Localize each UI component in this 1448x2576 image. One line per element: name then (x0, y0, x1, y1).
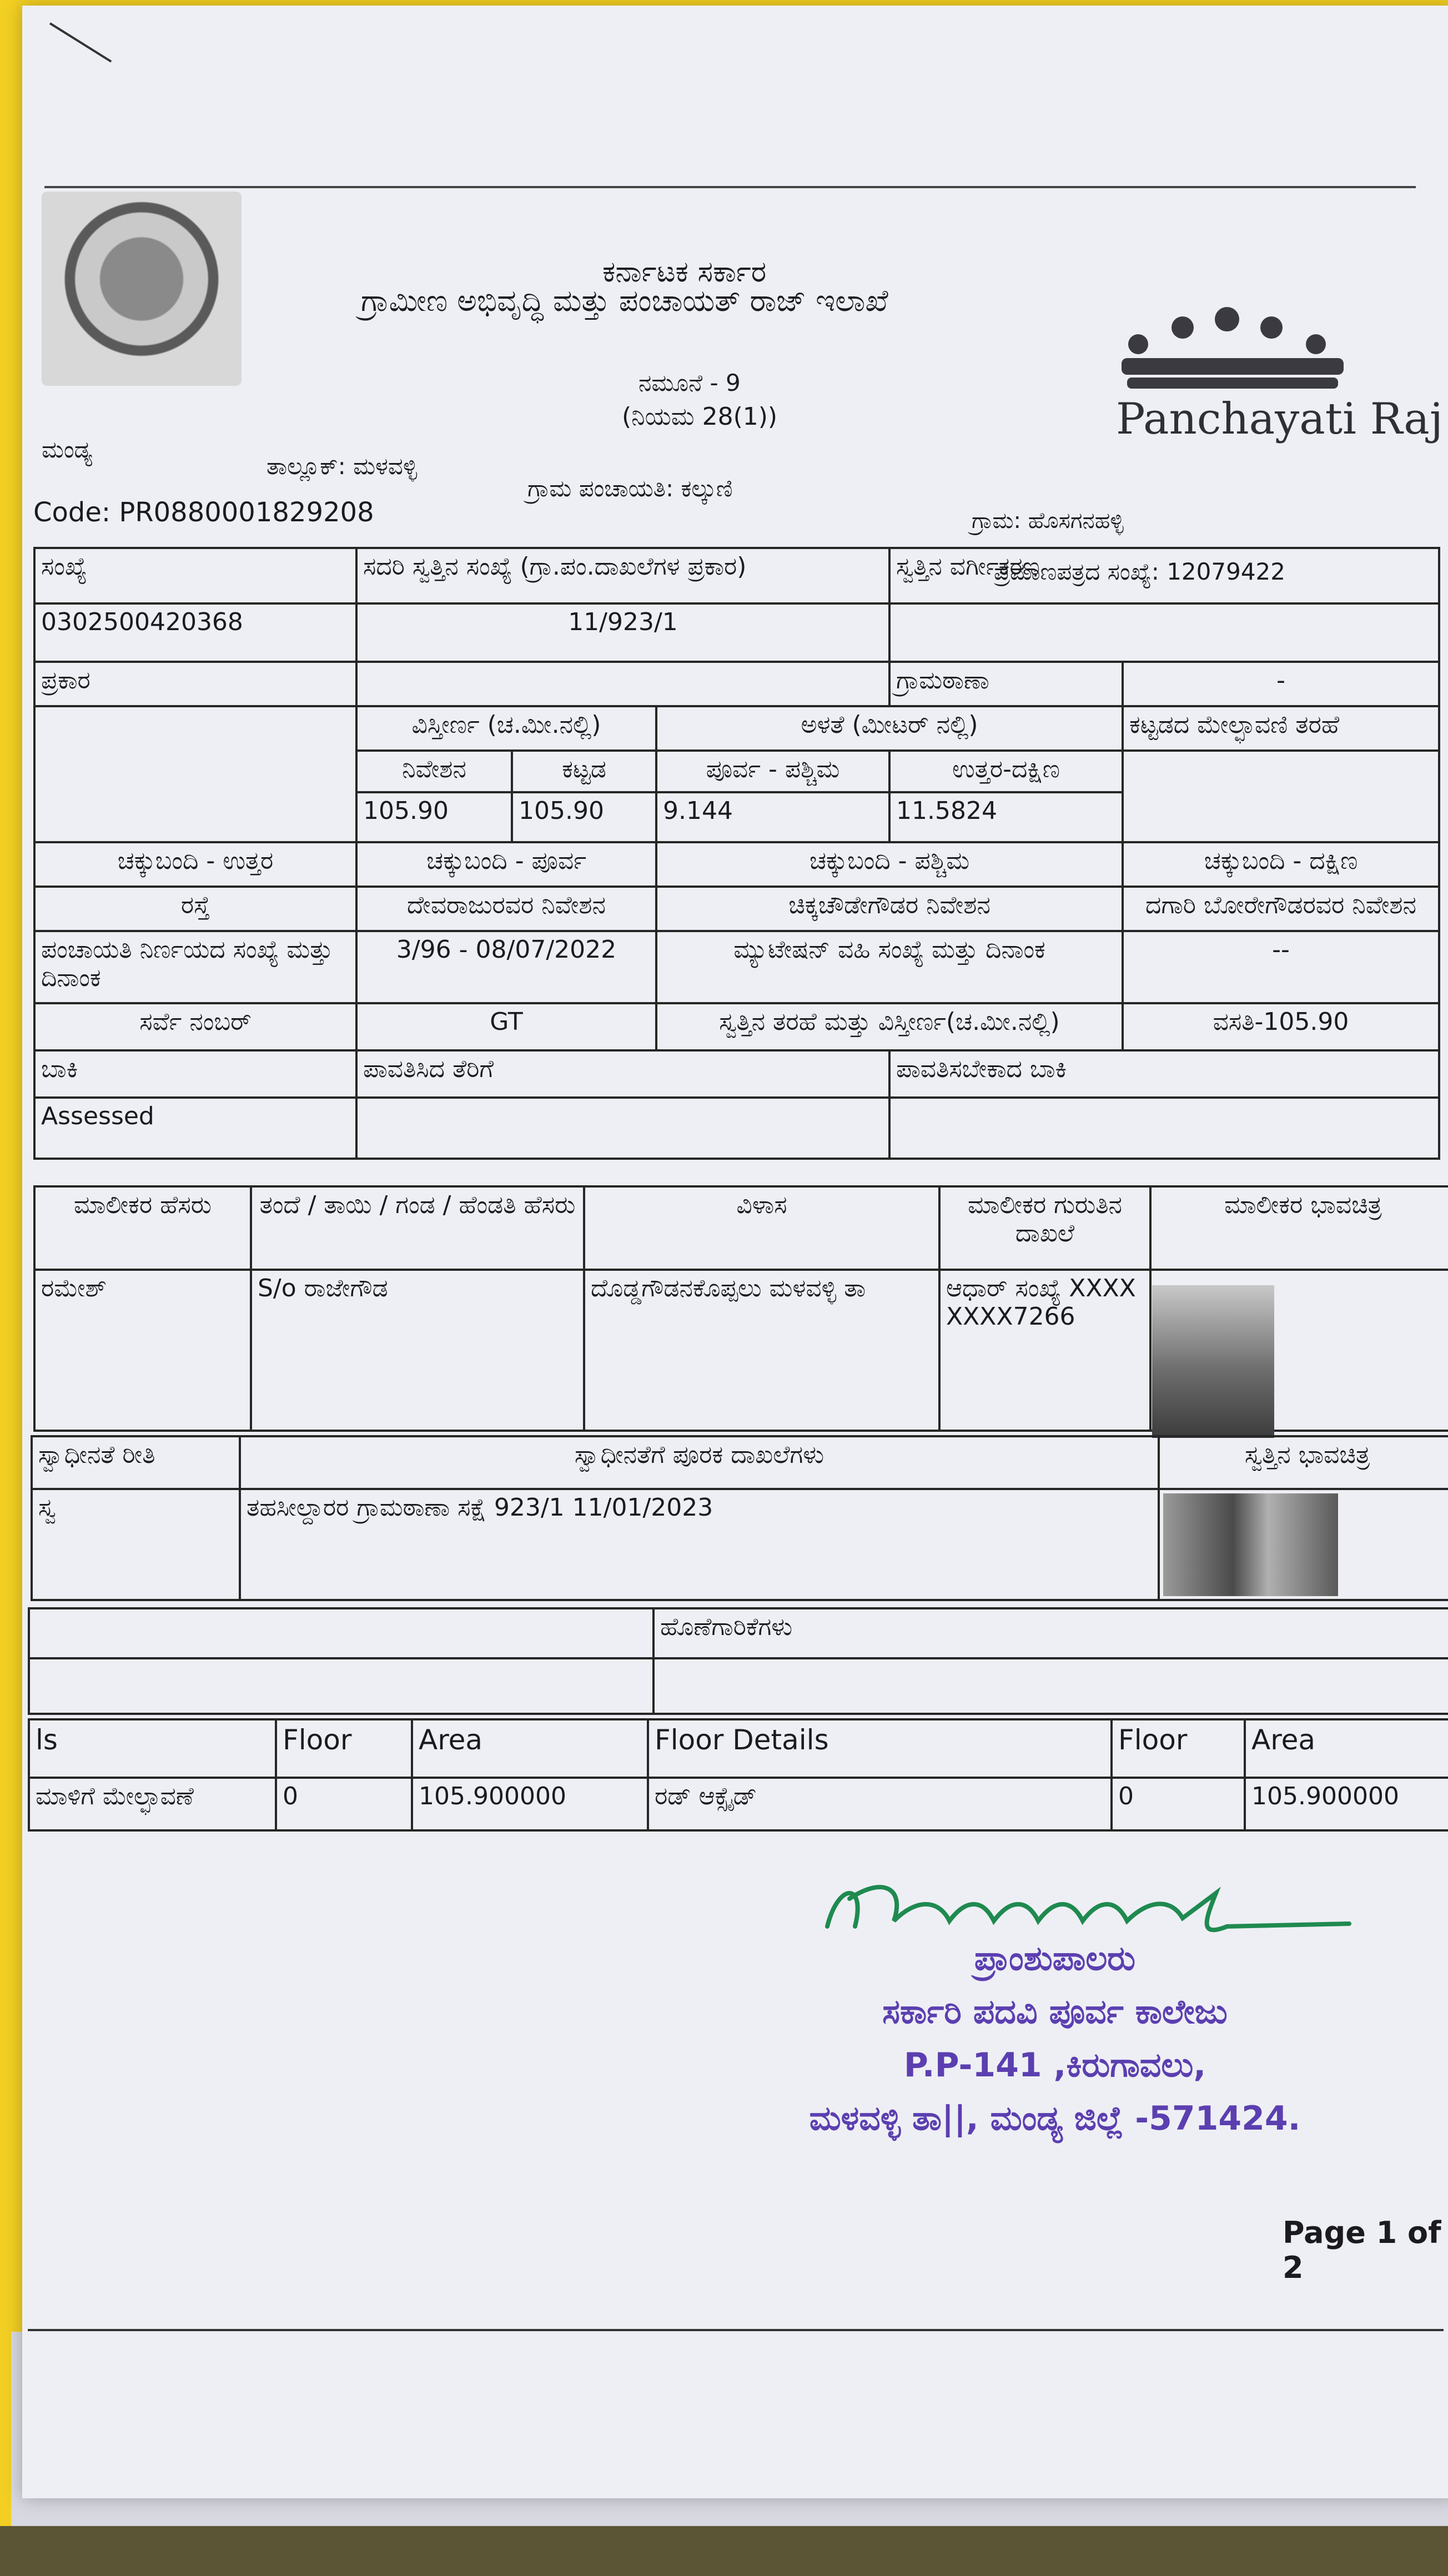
property-photo-header: ಸ್ವತ್ತಿನ ಭಾವಚಿತ್ರ (1159, 1436, 1448, 1489)
cell: Floor Details (648, 1719, 1112, 1778)
cell: 105.900000 (412, 1778, 648, 1830)
relation-header: ತಂದೆ / ತಾಯಿ / ಗಂಡ / ಹೆಂಡತಿ ಹೆಸರು (251, 1186, 584, 1270)
possession-type-header: ಸ್ವಾಧೀನತೆ ರೀತಿ (32, 1436, 240, 1489)
cell: ಸದರಿ ಸ್ವತ್ತಿನ ಸಂಖ್ಯೆ (ಗ್ರಾ.ಪಂ.ದಾಖಲೆಗಳ ಪ್ರಕಾರ) (356, 548, 889, 603)
cell (1123, 751, 1439, 842)
table-row (34, 603, 1439, 662)
cell: ಚಕ್ಕುಬಂದಿ - ಪಶ್ಚಿಮ (656, 842, 1123, 887)
cell (29, 1658, 653, 1714)
cell: ಸ್ವತ್ತಿನ ವರ್ಗೀಕರಣ (889, 548, 1439, 603)
table-surface (0, 2526, 1448, 2576)
gram-panchayat: ಗ್ರಾಮ ಪಂಚಾಯತಿ: ಕಲ್ಕುಣಿ (527, 475, 733, 502)
top-rule (44, 186, 1416, 188)
cell: ಚಕ್ಕುಬಂದಿ - ದಕ್ಷಿಣ (1123, 842, 1439, 887)
owner-relation: S/o ರಾಜೇಗೌಡ (251, 1270, 584, 1431)
table-row (34, 1186, 1448, 1270)
cell: ರಸ್ತೆ (34, 887, 356, 931)
taluk: ತಾಲ್ಲೂಕ್: ಮಳವಳ್ಳಿ (267, 452, 418, 480)
property-details-table (33, 547, 1440, 1160)
table-row (29, 1778, 1448, 1830)
owner-id-doc: ಆಧಾರ್ ಸಂಖ್ಯೆ XXXXXXXX7266 (939, 1270, 1150, 1431)
table-row (34, 931, 1439, 1003)
table-row (29, 1658, 1448, 1714)
village: ಗ್ರಾಮ: ಹೊಸಗನಹಳ್ಳಿ (972, 508, 1124, 534)
panchayati-raj-label: Panchayati Raj (1116, 394, 1443, 444)
cell (29, 1608, 653, 1658)
cell: ಚಿಕ್ಕಚೌಡೇಗೌಡರ ನಿವೇಶನ (656, 887, 1123, 931)
possession-docs-header: ಸ್ವಾಧೀನತೆಗೆ ಪೂರಕ ದಾಖಲೆಗಳು (240, 1436, 1159, 1489)
cell: 105.90 (512, 792, 656, 842)
certificate-number: ಪ್ರಮಾಣಪತ್ರದ ಸಂಖ್ಯೆ: 12079422 (994, 558, 1285, 585)
possession-type: ಸ್ವ (32, 1489, 240, 1600)
form-number: ನಮೂನೆ - 9 (638, 369, 741, 396)
owner-address: ದೊಡ್ಡಗೌಡನಕೊಪ್ಪಲು ಮಳವಳ್ಳಿ ತಾ (584, 1270, 939, 1431)
cell: ಉತ್ತರ-ದಕ್ಷಿಣ (889, 751, 1123, 792)
cell: Floor (276, 1719, 412, 1778)
cell: Assessed (34, 1098, 356, 1159)
cell: ನಿವೇಶನ (356, 751, 512, 792)
possession-docs: ತಹಸೀಲ್ದಾರರ ಗ್ರಾಮಠಾಣಾ ಸಕ್ಷೆ 923/1 11/01/2023 (240, 1489, 1159, 1600)
cell: ವಿಸ್ತೀರ್ಣ (ಚ.ಮೀ.ನಲ್ಲಿ) (356, 706, 656, 751)
district: ಮಂಡ್ಯ (42, 436, 93, 463)
karnataka-emblem-icon (42, 192, 242, 386)
table-row (34, 548, 1439, 603)
cell: ರಡ್ ಆಕ್ಸೈಡ್ (648, 1778, 1112, 1830)
cell: ಸಂಖ್ಯೆ (34, 548, 356, 603)
property-code: Code: PR0880001829208 (33, 497, 374, 528)
table-row (34, 1003, 1439, 1050)
address-header: ವಿಳಾಸ (584, 1186, 939, 1270)
principal-stamp (777, 1932, 1333, 2145)
owner-photo (1152, 1285, 1274, 1438)
cell: 0 (276, 1778, 412, 1830)
cell: 11/923/1 (356, 603, 889, 662)
table-row (34, 1098, 1439, 1159)
cell: ಪ್ರಕಾರ (34, 662, 356, 706)
table-row (34, 842, 1439, 887)
cell: ಸರ್ವೆ ನಂಬರ್ (34, 1003, 356, 1050)
liabilities-label: ಹೊಣೆಗಾರಿಕೆಗಳು (653, 1608, 1448, 1658)
cell: Floor (1112, 1719, 1245, 1778)
rule-number: (ನಿಯಮ 28(1)) (622, 402, 778, 431)
page-number: Page 1 of 2 (1283, 2215, 1441, 2285)
cell (889, 603, 1439, 662)
table-row (34, 887, 1439, 931)
govt-title: ಕರ್ನಾಟಕ ಸರ್ಕಾರ (602, 255, 767, 289)
owner-name: ರಮೇಶ್ (34, 1270, 251, 1431)
cell: ಅಳತೆ (ಮೀಟರ್ ನಲ್ಲಿ) (656, 706, 1123, 751)
cell: ಪಂಚಾಯತಿ ನಿರ್ಣಯದ ಸಂಖ್ಯೆ ಮತ್ತು ದಿನಾಂಕ (34, 931, 356, 1003)
cell: 0 (1112, 1778, 1245, 1830)
stamp-line: ಪ್ರಾಂಶುಪಾಲರು (974, 1939, 1136, 1978)
cell (356, 662, 889, 706)
stamp-line: ಮಳವಳ್ಳಿ ತಾ||, ಮಂಡ್ಯ ಜಿಲ್ಲೆ -571424. (809, 2099, 1301, 2138)
property-photo (1163, 1493, 1338, 1596)
cell: ಬಾಕಿ (34, 1050, 356, 1098)
cell: 11.5824 (889, 792, 1123, 842)
cell: 9.144 (656, 792, 889, 842)
liabilities-table (28, 1607, 1448, 1715)
cell: Area (1245, 1719, 1448, 1778)
cell: 3/96 - 08/07/2022 (356, 931, 656, 1003)
cell: ಪಾವತಿಸಿದ ತೆರಿಗೆ (356, 1050, 889, 1098)
dept-title: ಗ್ರಾಮೀಣ ಅಭಿವೃದ್ಧಿ ಮತ್ತು ಪಂಚಾಯತ್ ರಾಜ್ ಇಲಾಖೆ (361, 283, 888, 318)
cell: ಚಕ್ಕುಬಂದಿ - ಉತ್ತರ (34, 842, 356, 887)
table-row (29, 1719, 1448, 1778)
stamp-line: ಸರ್ಕಾರಿ ಪದವಿ ಪೂರ್ವ ಕಾಲೇಜು (882, 1993, 1228, 2031)
floor-details-table (28, 1718, 1448, 1832)
id-doc-header: ಮಾಲೀಕರ ಗುರುತಿನ ದಾಖಲೆ (939, 1186, 1150, 1270)
cell: -- (1123, 931, 1439, 1003)
cell: ಪೂರ್ವ - ಪಶ್ಚಿಮ (656, 751, 889, 792)
table-row (29, 1608, 1448, 1658)
cell: ವಸತಿ-105.90 (1123, 1003, 1439, 1050)
table-row (32, 1436, 1448, 1489)
footer-rule (28, 2329, 1444, 2331)
cell: ಕಟ್ಟಡದ ಮೇಲ್ಛಾವಣಿ ತರಹೆ (1123, 706, 1439, 751)
cell (356, 1098, 889, 1159)
cell: ಸ್ವತ್ತಿನ ತರಹೆ ಮತ್ತು ವಿಸ್ತೀರ್ಣ(ಚ.ಮೀ.ನಲ್ಲಿ) (656, 1003, 1123, 1050)
cell (34, 706, 356, 842)
stamp-line: P.P-141 ,ಕಿರುಗಾವಲು, (903, 2046, 1206, 2085)
cell: ಕಟ್ಟಡ (512, 751, 656, 792)
cell: 0302500420368 (34, 603, 356, 662)
cell: ದಗಾರಿ ಬೋರೇಗೌಡರವರ ನಿವೇಶನ (1123, 887, 1439, 931)
cell: ಚಕ್ಕುಬಂದಿ - ಪೂರ್ವ (356, 842, 656, 887)
cell: - (1123, 662, 1439, 706)
signature (816, 1865, 1360, 1943)
cell: ಗ್ರಾಮಠಾಣಾ (889, 662, 1123, 706)
table-row (34, 706, 1439, 751)
table-row (34, 662, 1439, 706)
cell: ಮಾಳಿಗೆ ಮೇಲ್ಛಾವಣೆ (29, 1778, 276, 1830)
owner-name-header: ಮಾಲೀಕರ ಹೆಸರು (34, 1186, 251, 1270)
cell (653, 1658, 1448, 1714)
cell: ಮ್ಯುಟೇಷನ್ ವಹಿ ಸಂಖ್ಯೆ ಮತ್ತು ದಿನಾಂಕ (656, 931, 1123, 1003)
cell (889, 1098, 1439, 1159)
owner-photo-header: ಮಾಲೀಕರ ಭಾವಚಿತ್ರ (1150, 1186, 1448, 1270)
cell: ls (29, 1719, 276, 1778)
cell: Area (412, 1719, 648, 1778)
cell: 105.90 (356, 792, 512, 842)
cell: GT (356, 1003, 656, 1050)
cell: ಪಾವತಿಸಬೇಕಾದ ಬಾಕಿ (889, 1050, 1439, 1098)
cell: 105.900000 (1245, 1778, 1448, 1830)
cell: ದೇವರಾಜುರವರ ನಿವೇಶನ (356, 887, 656, 931)
table-row (34, 1050, 1439, 1098)
